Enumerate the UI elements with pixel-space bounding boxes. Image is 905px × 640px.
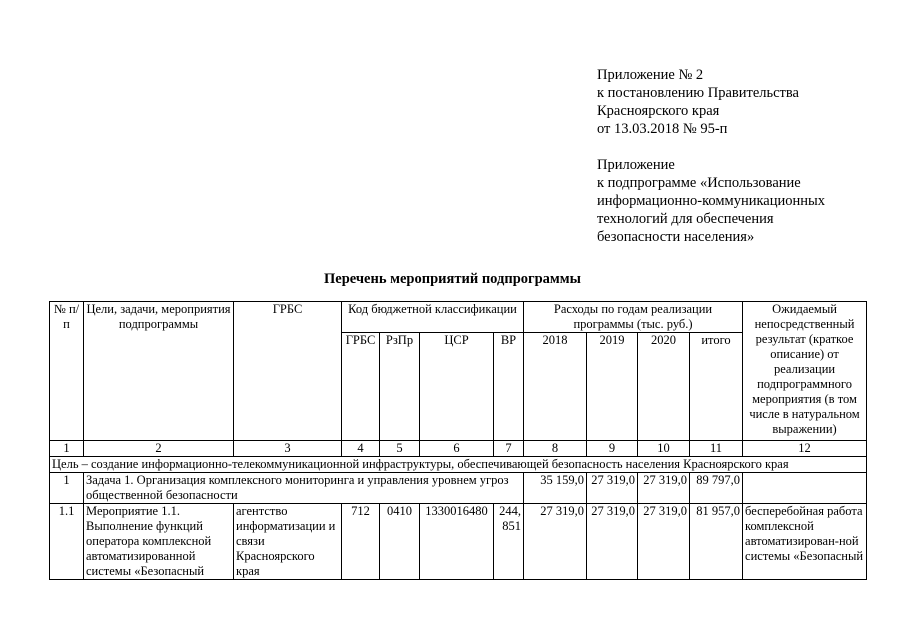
header-grbs: ГРБС — [234, 302, 342, 441]
measure-grbs-name: агентство информатизации и связи Красноярского края — [234, 504, 342, 580]
column-number: 7 — [494, 441, 524, 457]
header-num: № п/п — [50, 302, 84, 441]
column-number: 6 — [420, 441, 494, 457]
appendix-line: Красноярского края — [597, 103, 720, 119]
goal-row — [50, 457, 867, 473]
goal-text: Цель – создание информационно-телекоммуникационной инфраструктуры, обеспечивающей безопасность населения Красноярского края — [50, 457, 867, 473]
measure-vr: 244, 851 — [494, 504, 524, 580]
subheader-csr: ЦСР — [420, 333, 494, 441]
task-total: 89 797,0 — [690, 473, 743, 504]
header-expenses: Расходы по годам реализации программы (тыс. руб.) — [524, 302, 743, 333]
column-number: 3 — [234, 441, 342, 457]
measure-csr: 1330016480 — [420, 504, 494, 580]
measure-2019: 27 319,0 — [587, 504, 638, 580]
measure-2020: 27 319,0 — [638, 504, 690, 580]
column-number: 2 — [84, 441, 234, 457]
column-number: 8 — [524, 441, 587, 457]
appendix-block — [597, 66, 897, 246]
header-goals: Цели, задачи, мероприятия подпрограммы — [84, 302, 234, 441]
document-title: Перечень мероприятий подпрограммы — [324, 271, 581, 287]
appendix-line: технологий для обеспечения — [597, 211, 774, 227]
column-number: 5 — [380, 441, 420, 457]
task-result — [743, 473, 867, 504]
appendix-line: к подпрограмме «Использование — [597, 175, 801, 191]
appendix-line: Приложение № 2 — [597, 67, 704, 83]
measure-2018: 27 319,0 — [524, 504, 587, 580]
measures-table — [49, 301, 867, 580]
measure-total: 81 957,0 — [690, 504, 743, 580]
subheader-grbs: ГРБС — [342, 333, 380, 441]
appendix-line: безопасности населения» — [597, 229, 755, 245]
header-budget-code: Код бюджетной классификации — [342, 302, 524, 333]
measure-row — [50, 504, 867, 580]
subheader-total: итого — [690, 333, 743, 441]
appendix-line: Приложение — [597, 157, 675, 173]
subheader-2020: 2020 — [638, 333, 690, 441]
task-2018: 35 159,0 — [524, 473, 587, 504]
task-2020: 27 319,0 — [638, 473, 690, 504]
column-number: 4 — [342, 441, 380, 457]
spacer — [597, 138, 897, 156]
appendix-line: от 13.03.2018 № 95-п — [597, 121, 728, 137]
appendix-line: информационно-коммуникационных — [597, 193, 826, 209]
appendix-line: к постановлению Правительства — [597, 85, 799, 101]
column-number: 9 — [587, 441, 638, 457]
subheader-vr: ВР — [494, 333, 524, 441]
measure-result: бесперебойная работа комплексной автоматизирован-ной системы «Безопасный — [743, 504, 867, 580]
table-header-row — [50, 302, 867, 333]
column-number: 10 — [638, 441, 690, 457]
task-text: Задача 1. Организация комплексного мониторинга и управления уровнем угроз общественной безопасности — [84, 473, 524, 504]
measure-num: 1.1 — [50, 504, 84, 580]
column-number-row — [50, 441, 867, 457]
task-num: 1 — [50, 473, 84, 504]
subheader-rzpr: РзПр — [380, 333, 420, 441]
header-result: Ожидаемый непосредственный результат (краткое описание) от реализации подпрограммного мероприятия (в том числе в натуральном выражении) — [743, 302, 867, 441]
column-number: 1 — [50, 441, 84, 457]
column-number: 11 — [690, 441, 743, 457]
measure-text: Мероприятие 1.1. Выполнение функций оператора комплексной автоматизированной системы «Безопасный — [84, 504, 234, 580]
column-number: 12 — [743, 441, 867, 457]
task-row — [50, 473, 867, 504]
subheader-2019: 2019 — [587, 333, 638, 441]
measure-grbs: 712 — [342, 504, 380, 580]
subheader-2018: 2018 — [524, 333, 587, 441]
measure-rzpr: 0410 — [380, 504, 420, 580]
task-2019: 27 319,0 — [587, 473, 638, 504]
